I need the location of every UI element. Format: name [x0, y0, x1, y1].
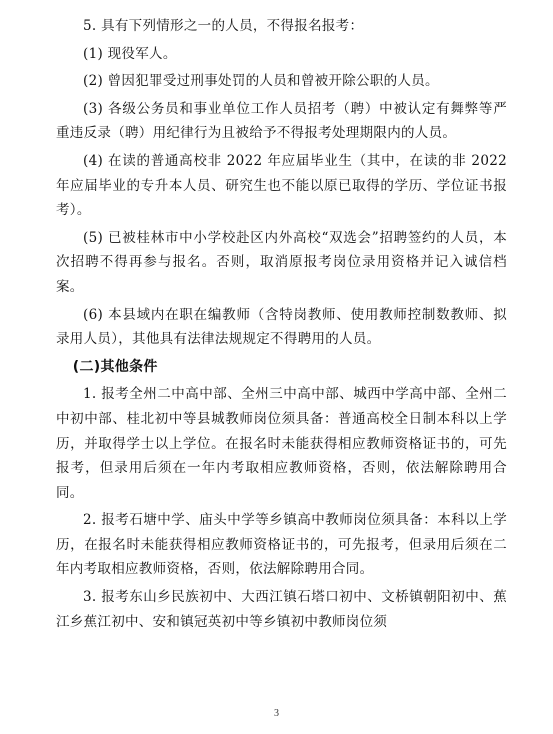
page-number: 3	[274, 708, 279, 719]
condition-2: 2. 报考石塘中学、庙头中学等乡镇高中教师岗位须具备：本科以上学历，在报名时未能获得相应教师资格证书的，可先报考，但录用后须在二年内考取相应教师资格，否则，依法解除聘用合同。	[56, 512, 507, 578]
section-heading-other-conditions: (二)其他条件	[72, 358, 158, 375]
condition-3: 3. 报考东山乡民族初中、大西江镇石塔口初中、文桥镇朝阳初中、蕉江乡蕉江初中、安和镇冠英初中等乡镇初中教师岗位须	[56, 589, 507, 630]
condition-1: 1. 报考全州二中高中部、全州三中高中部、城西中学高中部、全州二中初中部、桂北初中等县城教师岗位须具备：普通高校全日制本科以上学历，并取得学士以上学位。在报名时未能获得相应教师资格证书的，可先报考，但录用后须在一年内考取相应教师资格，否则，依法解除聘用合同。	[56, 386, 507, 501]
document-body	[56, 14, 507, 637]
clause-5-item-1: (1) 现役军人。	[83, 45, 177, 62]
clause-5-item-6: (6) 本县域内在职在编教师（含特岗教师、使用教师控制数教师、拟录用人员），其他具有法律法规规定不得聘用的人员。	[56, 306, 507, 348]
clause-5-item-2: (2) 曾因犯罪受过刑事处罚的人员和曾被开除公职的人员。	[83, 73, 439, 90]
clause-5-item-5: (5) 已被桂林市中小学校赴区内外高校“双选会”招聘签约的人员，本次招聘不得再参与报名。否则，取消原报考岗位录用资格并记入诚信档案。	[56, 229, 507, 295]
clause-5-item-3: (3) 各级公务员和事业单位工作人员招考（聘）中被认定有舞弊等严重违反录（聘）用纪律行为且被给予不得报考处理期限内的人员。	[56, 100, 507, 142]
clause-5-item-4: (4) 在读的普通高校非 2022 年应届毕业生（其中，在读的非 2022 年应届毕业的专升本人员、研究生也不能以原已取得的学历、学位证书报考）。	[56, 152, 507, 219]
clause-5-intro: 5. 具有下列情形之一的人员，不得报名报考：	[83, 18, 364, 34]
